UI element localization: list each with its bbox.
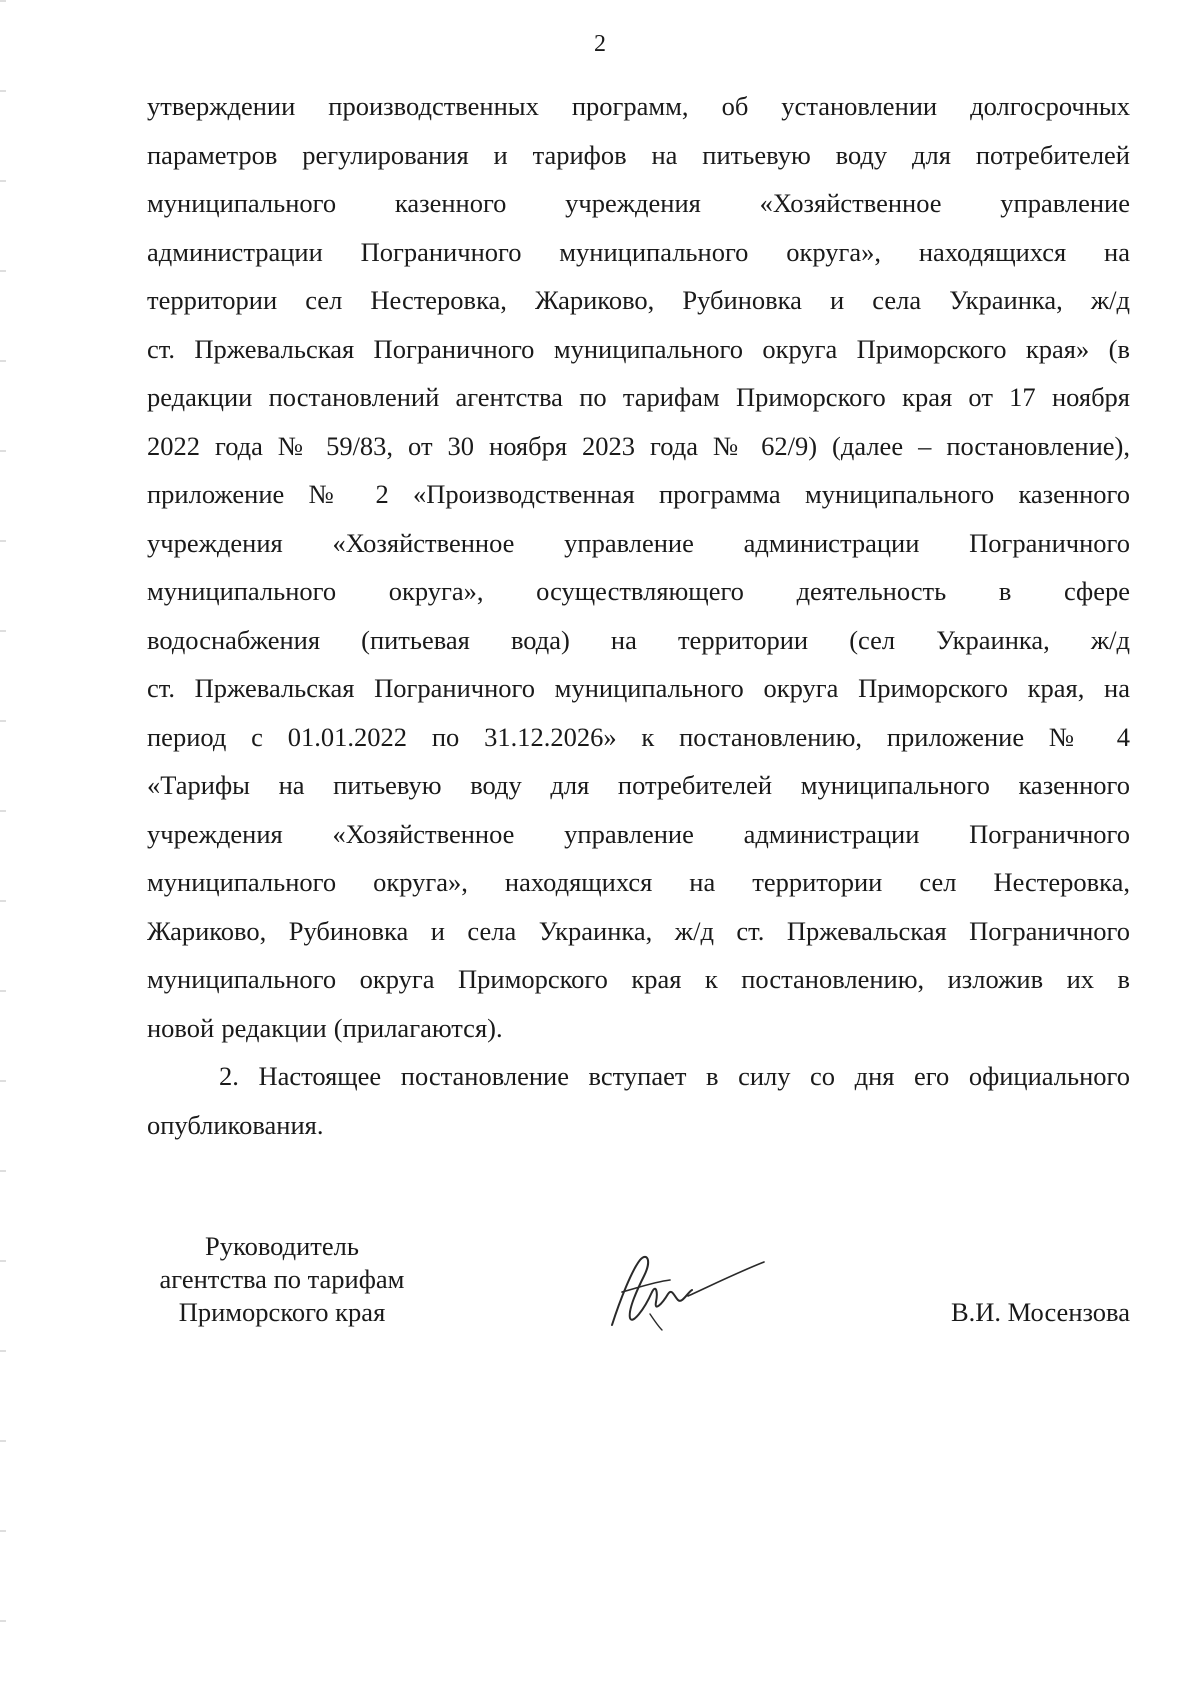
body-line: муниципального округа», осуществляющего деятельность в сфере: [147, 576, 1130, 606]
body-line: водоснабжения (питьевая вода) на территории (сел Украинка, ж/д: [147, 624, 1130, 655]
signer-position-line: Руководитель: [205, 1231, 359, 1261]
body-line: период с 01.01.2022 по 31.12.2026» к постановлению, приложение № 4: [147, 721, 1130, 752]
body-line: ст. Пржевальская Пограничного муниципального округа Приморского края» (в: [147, 333, 1130, 364]
signer-position-line: агентства по тарифам: [159, 1264, 405, 1294]
body-line: муниципального казенного учреждения «Хозяйственное управление: [147, 188, 1130, 218]
body-line: администрации Пограничного муниципального округа», находящихся на: [147, 236, 1130, 267]
body-line: Жариково, Рубиновка и села Украинка, ж/д ст. Пржевальская Пограничного: [147, 915, 1130, 946]
handwritten-signature: [592, 1230, 772, 1340]
body-line: приложение № 2 «Производственная программа муниципального казенного: [147, 479, 1130, 509]
body-line: новой редакции (прилагаются).: [147, 1012, 503, 1043]
body-line: муниципального округа», находящихся на территории сел Нестеровка,: [147, 867, 1130, 897]
clause-2-line: опубликования.: [147, 1109, 324, 1140]
body-line: «Тарифы на питьевую воду для потребителей муниципального казенного: [147, 770, 1130, 800]
body-line: 2022 года № 59/83, от 30 ноября 2023 года № 62/9) (далее – постановление),: [147, 430, 1130, 461]
body-line: территории сел Нестеровка, Жариково, Рубиновка и села Украинка, ж/д: [147, 285, 1130, 315]
scan-edge-marks: [0, 0, 6, 1698]
signer-position-line: Приморского края: [178, 1297, 386, 1327]
signature-block: [147, 1230, 1130, 1350]
document-body: [147, 82, 1130, 1149]
signer-name: В.И. Мосензова: [950, 1297, 1130, 1327]
page-number: 2: [594, 31, 606, 57]
body-line: редакции постановлений агентства по тарифам Приморского края от 17 ноября: [147, 382, 1130, 412]
body-line: ст. Пржевальская Пограничного муниципального округа Приморского края, на: [147, 673, 1130, 703]
body-line: утверждении производственных программ, об установлении долгосрочных: [147, 91, 1130, 121]
body-line: параметров регулирования и тарифов на питьевую воду для потребителей: [147, 139, 1130, 170]
body-line: учреждения «Хозяйственное управление администрации Пограничного: [147, 818, 1130, 849]
body-line: муниципального округа Приморского края к постановлению, изложив их в: [147, 964, 1130, 994]
signer-position: [147, 1230, 417, 1329]
clause-2-line: 2. Настоящее постановление вступает в силу со дня его официального: [219, 1061, 1130, 1091]
body-line: учреждения «Хозяйственное управление администрации Пограничного: [147, 527, 1130, 558]
